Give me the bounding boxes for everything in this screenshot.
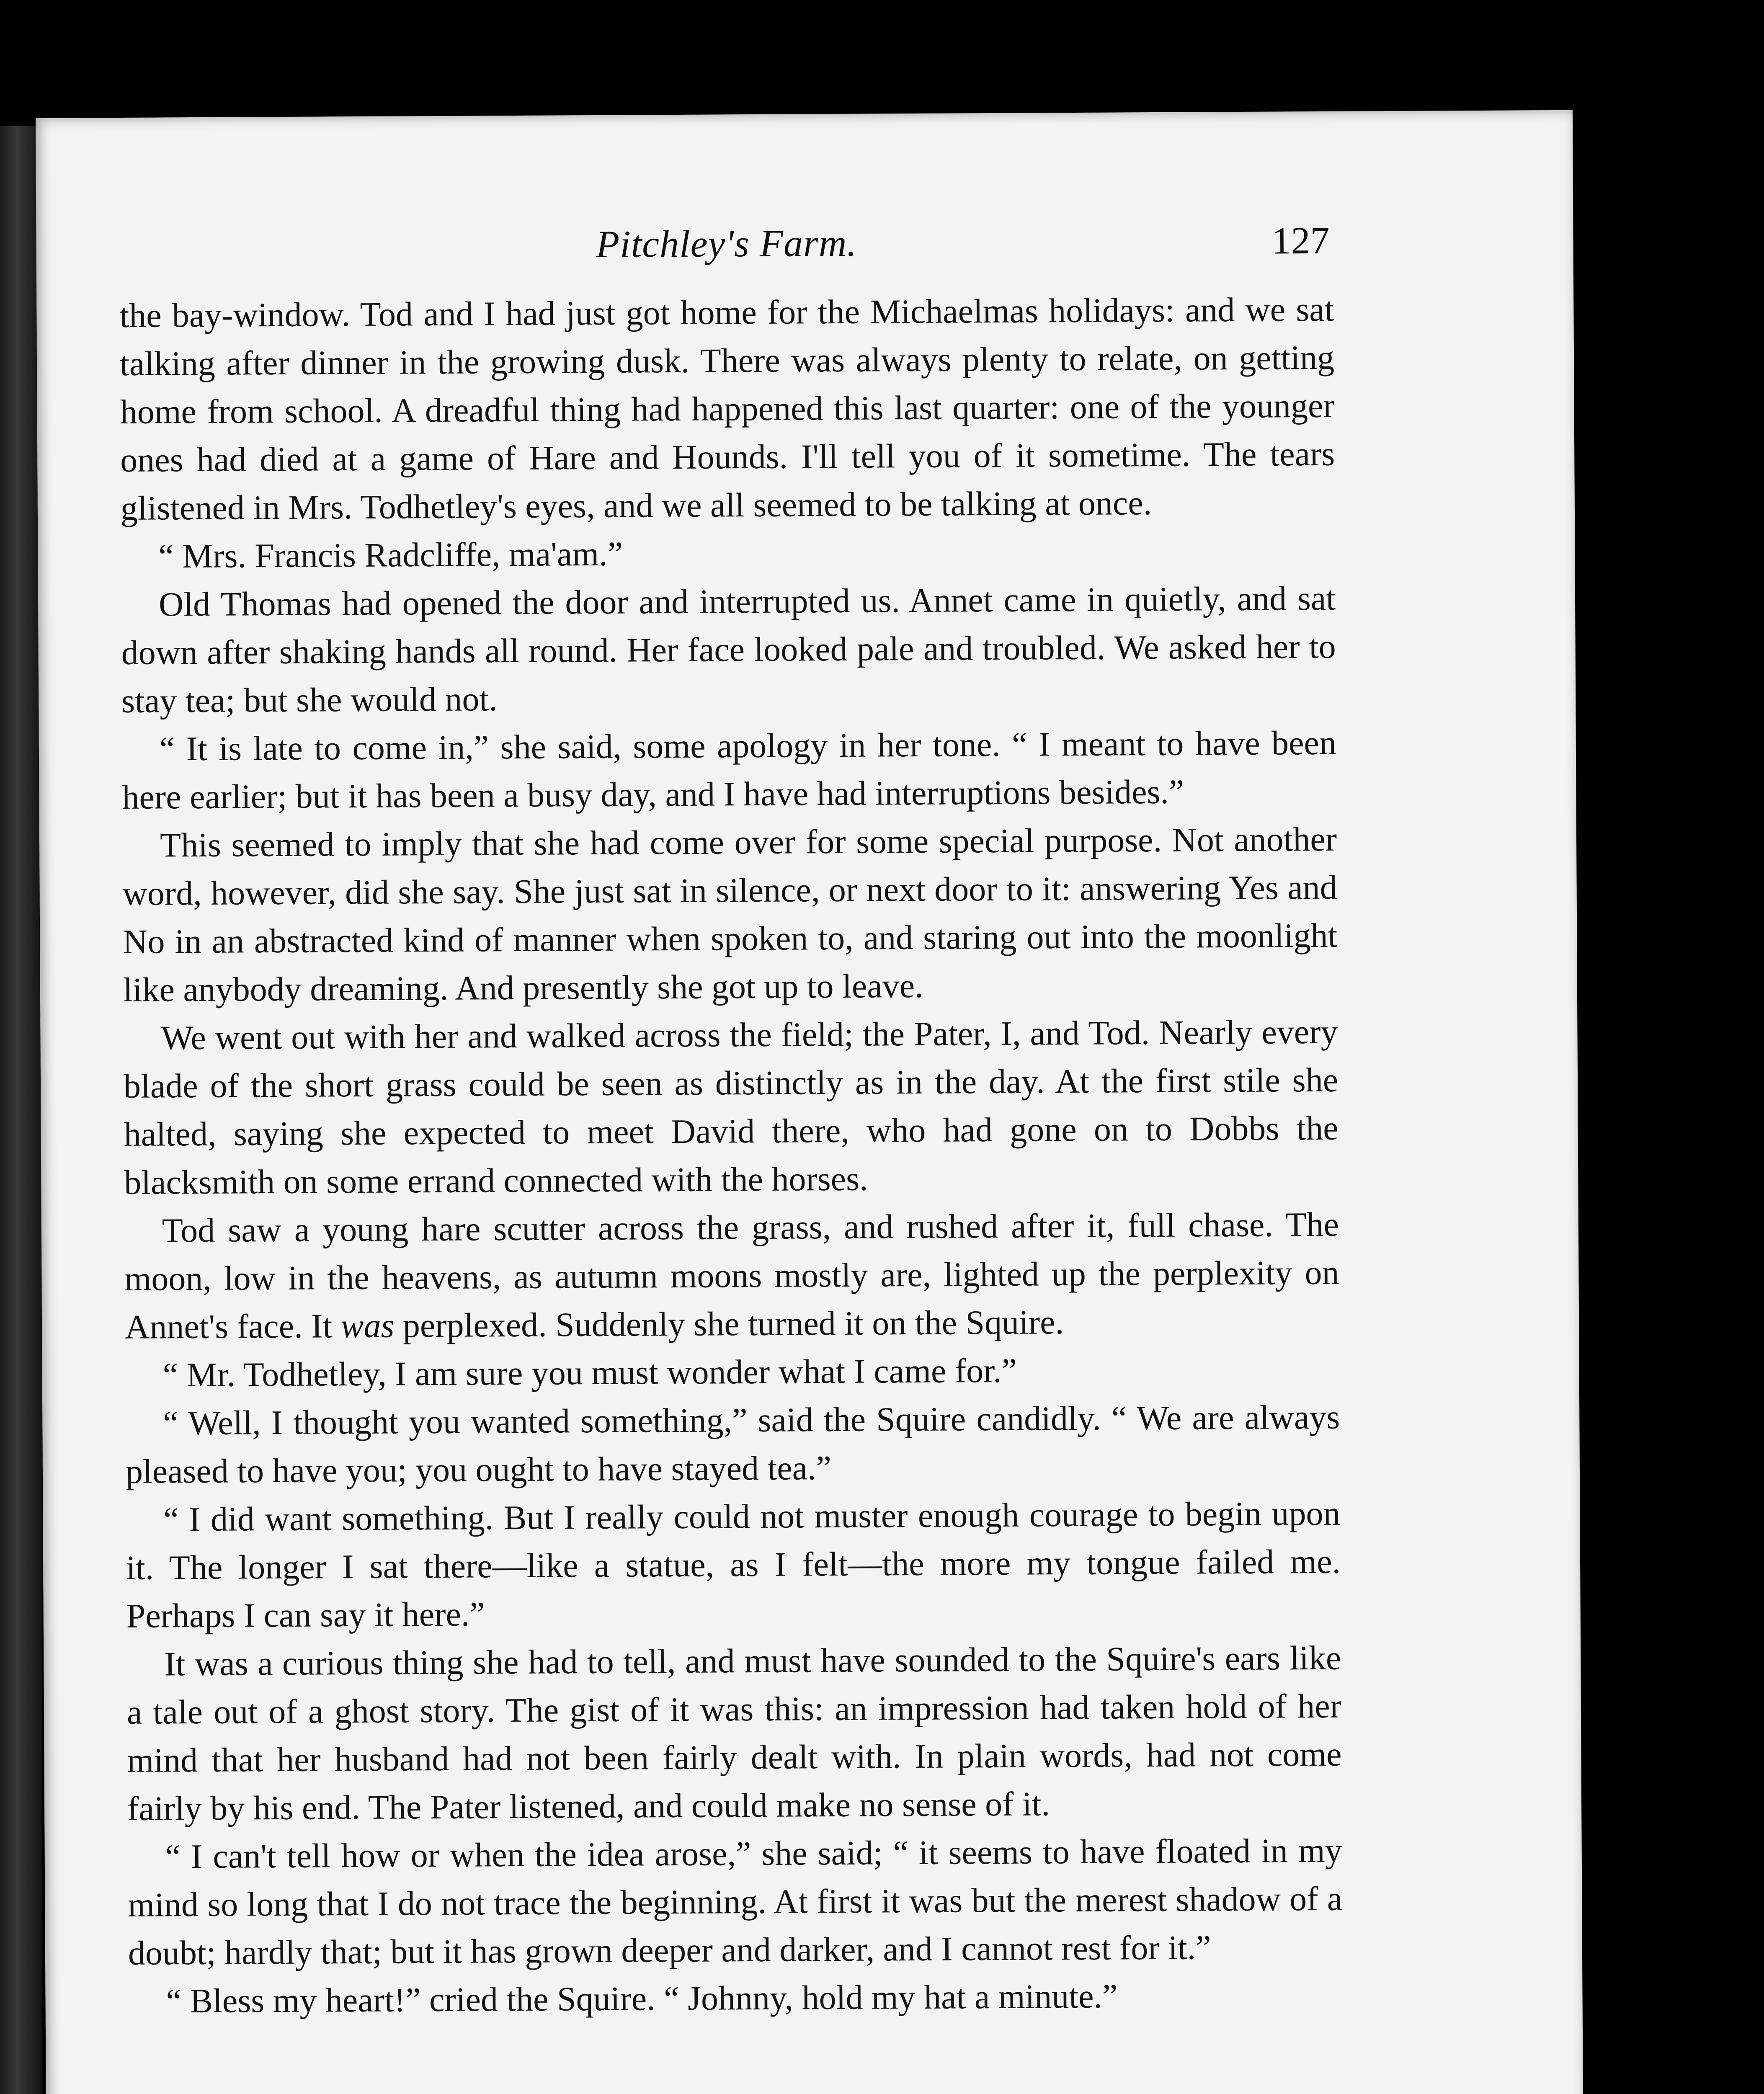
paragraph: Old Thomas had opened the door and interrupted us. Annet came in quietly, and sat down after shaking hands all round. Her face looked pale and troubled. We asked her to stay tea; but she would not. [121,579,1336,720]
paragraph: It was a curious thing she had to tell, and must have sounded to the Squire's ears like a tale out of a ghost story. The gist of it was this: an impression had taken hold of her mind that her husband had not been fairly dealt with. In plain words, had not come fairly by his end. The Pater listened, and could make no sense of it. [126,1638,1342,1828]
paragraph: “ Mr. Todhetley, I am sure you must wonder what I came for.” [162,1351,1017,1394]
running-title: Pitchley's Farm. [596,221,857,266]
page-number: 127 [1271,219,1330,262]
book-page [36,110,1586,2094]
paragraph: “ I can't tell how or when the idea arose,” she said; “ it seems to have floated in my mind so long that I do not trace the beginning. At first it was but the merest shadow of a doubt; hardly that; but it has grown deeper and darker, and I cannot rest for it.” [128,1831,1343,1972]
paragraph: This seemed to imply that she had come over for some special purpose. Not another word, however, did she say. She just sat in silence, or next door to it: answering Yes and No in an abstracted kind of manner when spoken to, and staring out into the moonlight like anybody dreaming. And presently she got up to leave. [122,820,1338,1009]
page-content [119,218,1343,2025]
emphasis: was [340,1306,395,1345]
running-head [119,218,1334,291]
body-text [119,285,1343,2025]
paragraph: “ It is late to come in,” she said, some apology in her tone. “ I meant to have been here earlier; but it has been a busy day, and I have had interruptions besides.” [122,723,1337,816]
paragraph: “ Well, I thought you wanted something,” said the Squire candidly. “ We are always pleased to have you; you ought to have stayed tea.” [125,1398,1340,1491]
previous-page-edge [0,126,42,2094]
paragraph: “ Bless my heart!” cried the Squire. “ Johnny, hold my hat a minute.” [166,1977,1118,2020]
paragraph: We went out with her and walked across the field; the Pater, I, and Tod. Nearly every blade of the short grass could be seen as distinctly as in the day. At the first stile she halted, saying she expected to meet David there, who had gone on to Dobbs the blacksmith on some errand connected with the horses. [123,1012,1338,1202]
paragraph: “ I did want something. But I really could not muster enough courage to begin upon it. The longer I sat there—like a statue, as I felt—the more my tongue failed me. Perhaps I can say it here.” [126,1494,1341,1635]
paragraph: Tod saw a young hare scutter across the grass, and rushed after it, full chase. The moon, low in the heavens, as autumn moons mostly are, lighted up the perplexity on Annet's face. It was perplexed. Suddenly she turned it on the Squire. [124,1205,1339,1346]
paragraph: “ Mrs. Francis Radcliffe, ma'am.” [158,534,623,575]
paragraph: the bay-window. Tod and I had just got home for the Michaelmas holidays: and we sat talking after dinner in the growing dusk. There was always plenty to relate, on getting home from school. A dreadful thing had happened this last quarter: one of the younger ones had died at a game of Hare and Hounds. I'll tell you of it sometime. The tears glistened in Mrs. Todhetley's eyes, and we all seemed to be talking at once. [119,290,1335,527]
